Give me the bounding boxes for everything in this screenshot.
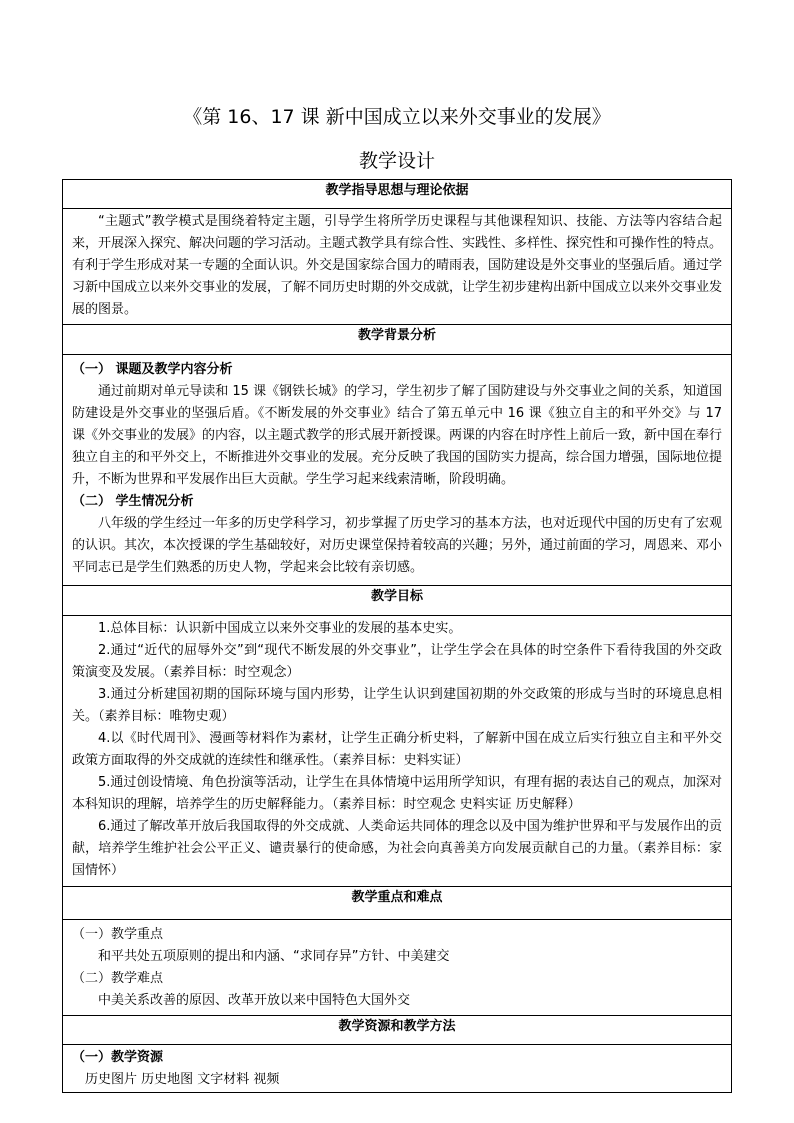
keypoints-row <box>63 920 732 1016</box>
keypoints-heading: 教学重点和难点 <box>63 887 732 920</box>
section-header-row <box>63 325 732 355</box>
goal-item: 1.总体目标：认识新中国成立以来外交事业的发展的基本史实。 <box>98 621 462 636</box>
section-header-row <box>63 1016 732 1045</box>
background-subheading-2: （二） 学生情况分析 <box>72 494 194 509</box>
guiding-text: “主题式”教学模式是围绕着特定主题，引导学生将所学历史课程与其他课程知识、技能、方法等内容结合起来，开展深入探究、解决问题的学习活动。主题式教学具有综合性、实践性、多样性、探究性和可操作性的特点。有利于学生形成对某一专题的全面认识。外交是国家综合国力的晴雨表，国防建设是外交事业的坚强后盾。通过学习新中国成立以来外交事业的发展，了解不同历史时期的外交成就，让学生初步建构出新中国成立以来外交事业发展的图景。 <box>72 214 723 317</box>
resources-subheading-1: （一）教学资源 <box>72 1050 164 1065</box>
section-header-row <box>63 887 732 920</box>
background-text-2: 八年级的学生经过一年多的历史学科学习，初步掌握了历史学习的基本方法，也对近现代中国的历史有了宏观的认识。其次，本次授课的学生基础较好，对历史课堂保持着较高的兴趣；另外，通过前面的学习，周恩来、邓小平同志已是学生们熟悉的历史人物，学起来会比较有亲切感。 <box>72 516 723 575</box>
resources-row <box>63 1045 732 1093</box>
goal-item: 3.通过分析建国初期的国际环境与国内形势，让学生认识到建国初期的外交政策的形成与当时的环境息息相关。（素养目标：唯物史观） <box>72 687 722 724</box>
section-header-row <box>63 586 732 616</box>
resources-text-1: 历史图片 历史地图 文字材料 视频 <box>85 1072 280 1087</box>
keypoints-subheading-1: （一）教学重点 <box>72 927 164 942</box>
keypoints-subheading-2: （二）教学难点 <box>72 971 164 986</box>
goal-item: 2.通过“近代的屈辱外交”到“现代不断发展的外交事业”，让学生学会在具体的时空条件下看待我国的外交政策演变及发展。（素养目标：时空观念） <box>72 643 722 680</box>
background-subheading-1: （一） 课题及教学内容分析 <box>72 362 233 377</box>
document-subtitle: 教学设计 <box>358 150 435 172</box>
keypoints-text-1: 和平共处五项原则的提出和内涵、“求同存异”方针、中美建交 <box>98 949 450 964</box>
guiding-row <box>63 209 732 325</box>
resources-heading: 教学资源和教学方法 <box>63 1016 732 1045</box>
goals-row <box>63 616 732 887</box>
lesson-plan-table <box>62 179 732 1093</box>
background-text-1: 通过前期对单元导读和 15 课《钢铁长城》的学习，学生初步了解了国防建设与外交事业之间的关系，知道国防建设是外交事业的坚强后盾。《不断发展的外交事业》结合了第五单元中 16 课《独立自主的和平外交》与 17 课《外交事业的发展》的内容，以主题式教学的形式展开新授课。两课的内容在时序性上前后一致，新中国在奉行独立自主的和平外交上，不断推进外交事业的发展。充分反映了我国的国防实力提高，综合国力增强，国际地位提升，不断为世界和平发展作出巨大贡献。学生学习起来线索清晰，阶段明确。 <box>72 384 723 487</box>
goal-item: 6.通过了解改革开放后我国取得的外交成就、人类命运共同体的理念以及中国为维护世界和平与发展作出的贡献，培养学生维护社会公平正义、谴责暴行的使命感，为社会向真善美方向发展贡献自己的力量。（素养目标：家国情怀） <box>72 819 722 878</box>
guiding-heading: 教学指导思想与理论依据 <box>63 180 732 209</box>
background-heading: 教学背景分析 <box>63 325 732 355</box>
goal-item: 5.通过创设情境、角色扮演等活动，让学生在具体情境中运用所学知识，有理有据的表达自己的观点，加深对本科知识的理解，培养学生的历史解释能力。（素养目标：时空观念 史料实证 历史解释） <box>72 775 722 812</box>
document-title: 《第 16、17 课 新中国成立以来外交事业的发展》 <box>183 106 611 128</box>
section-header-row <box>63 180 732 209</box>
background-row <box>63 355 732 586</box>
goal-item: 4.以《时代周刊》、漫画等材料作为素材，让学生正确分析史料，了解新中国在成立后实行独立自主和平外交政策方面取得的外交成就的连续性和继承性。（素养目标：史料实证） <box>72 731 722 768</box>
keypoints-text-2: 中美关系改善的原因、改革开放以来中国特色大国外交 <box>98 993 411 1008</box>
goals-heading: 教学目标 <box>63 586 732 616</box>
